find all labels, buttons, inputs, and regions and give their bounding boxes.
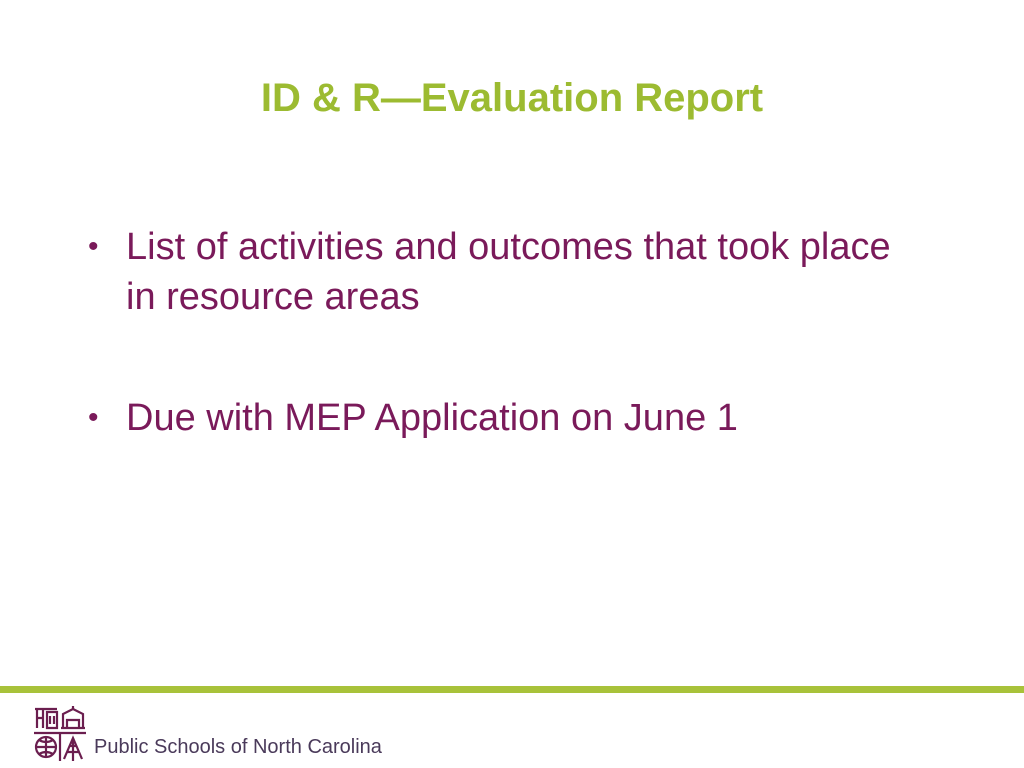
bullet-text: List of activities and outcomes that took place in resource areas <box>126 226 891 318</box>
slide-title: ID & R—Evaluation Report <box>260 76 764 120</box>
nc-state-seal-icon <box>33 706 87 762</box>
bullet-text: Due with MEP Application on June 1 <box>126 397 738 439</box>
bullet-marker: • <box>88 230 99 263</box>
bullet-list <box>88 222 908 443</box>
organization-name: Public Schools of North Carolina <box>94 736 382 758</box>
bullet-item-due-date <box>88 393 908 443</box>
bullet-marker: • <box>88 401 99 434</box>
bullet-item-activities <box>88 222 908 322</box>
footer-divider <box>0 686 1024 693</box>
